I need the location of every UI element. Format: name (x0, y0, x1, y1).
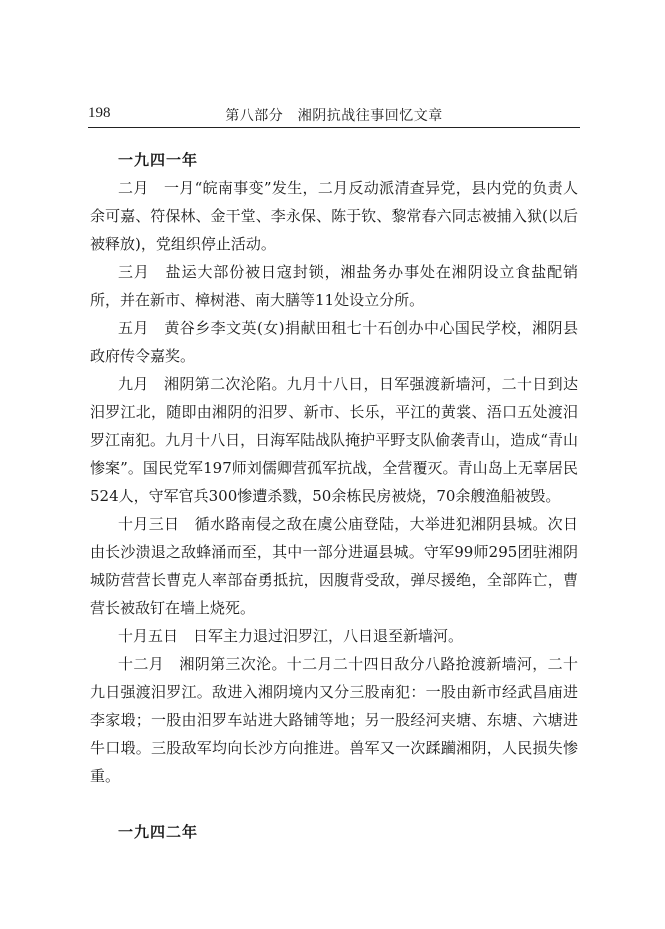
body-text (90, 146, 578, 846)
paragraph-october-3: 十月三日 循水路南侵之敌在虞公庙登陆，大举进犯湘阴县城。次日由长沙溃退之敌蜂涌而至，其中一部分进逼县城。守军99师295团驻湘阴城防营营长曹克人率部奋勇抵抗，因腹背受敌，弹尽援绝，全部阵亡，曹营长被敌钉在墙上烧死。 (90, 515, 578, 617)
paragraph-february: 二月 一月“皖南事变”发生，二月反动派清查异党，县内党的负责人余可嘉、符保林、金干堂、李永保、陈于钦、黎常春六同志被捕入狱(以后被释放)，党组织停止活动。 (90, 179, 578, 253)
header-rule (88, 127, 580, 128)
running-head: 第八部分 湘阴抗战往事回忆文章 (225, 108, 443, 124)
page-header (88, 103, 580, 127)
year-heading-1942: 一九四二年 (118, 823, 199, 841)
year-heading-1941: 一九四一年 (118, 151, 199, 169)
page-number: 198 (88, 105, 111, 121)
paragraph-october-5: 十月五日 日军主力退过汨罗江，八日退至新墙河。 (118, 627, 464, 645)
paragraph-may: 五月 黄谷乡李文英(女)捐献田租七十石创办中心国民学校，湘阴县政府传令嘉奖。 (90, 319, 578, 365)
paragraph-march: 三月 盐运大部份被日寇封锁，湘盐务办事处在湘阴设立食盐配销所，并在新市、樟树港、南大膳等11处设立分所。 (90, 263, 578, 309)
paragraph-september: 九月 湘阴第二次沦陷。九月十八日，日军强渡新墙河，二十日到达汨罗江北，随即由湘阴的汨罗、新市、长乐，平江的黄裳、浯口五处渡汨罗江南犯。九月十八日，日海军陆战队掩护平野支队偷袭青山，造成“青山惨案”。国民党军197师刘儒卿营孤军抗战，全营覆灭。青山岛上无辜居民524人，守军官兵300惨遭杀戮，50余栋民房被烧，70余艘渔船被毁。 (90, 375, 578, 505)
paragraph-december: 十二月 湘阴第三次沦。十二月二十四日敌分八路抢渡新墙河，二十九日强渡汨罗江。敌进入湘阴境内又分三股南犯：一股由新市经武昌庙进李家塅；一股由汨罗车站进大路铺等地；另一股经河夹塘、东塘、六塘进牛口塅。三股敌军均向长沙方向推进。兽军又一次蹂躏湘阴，人民损失惨重。 (90, 655, 578, 785)
